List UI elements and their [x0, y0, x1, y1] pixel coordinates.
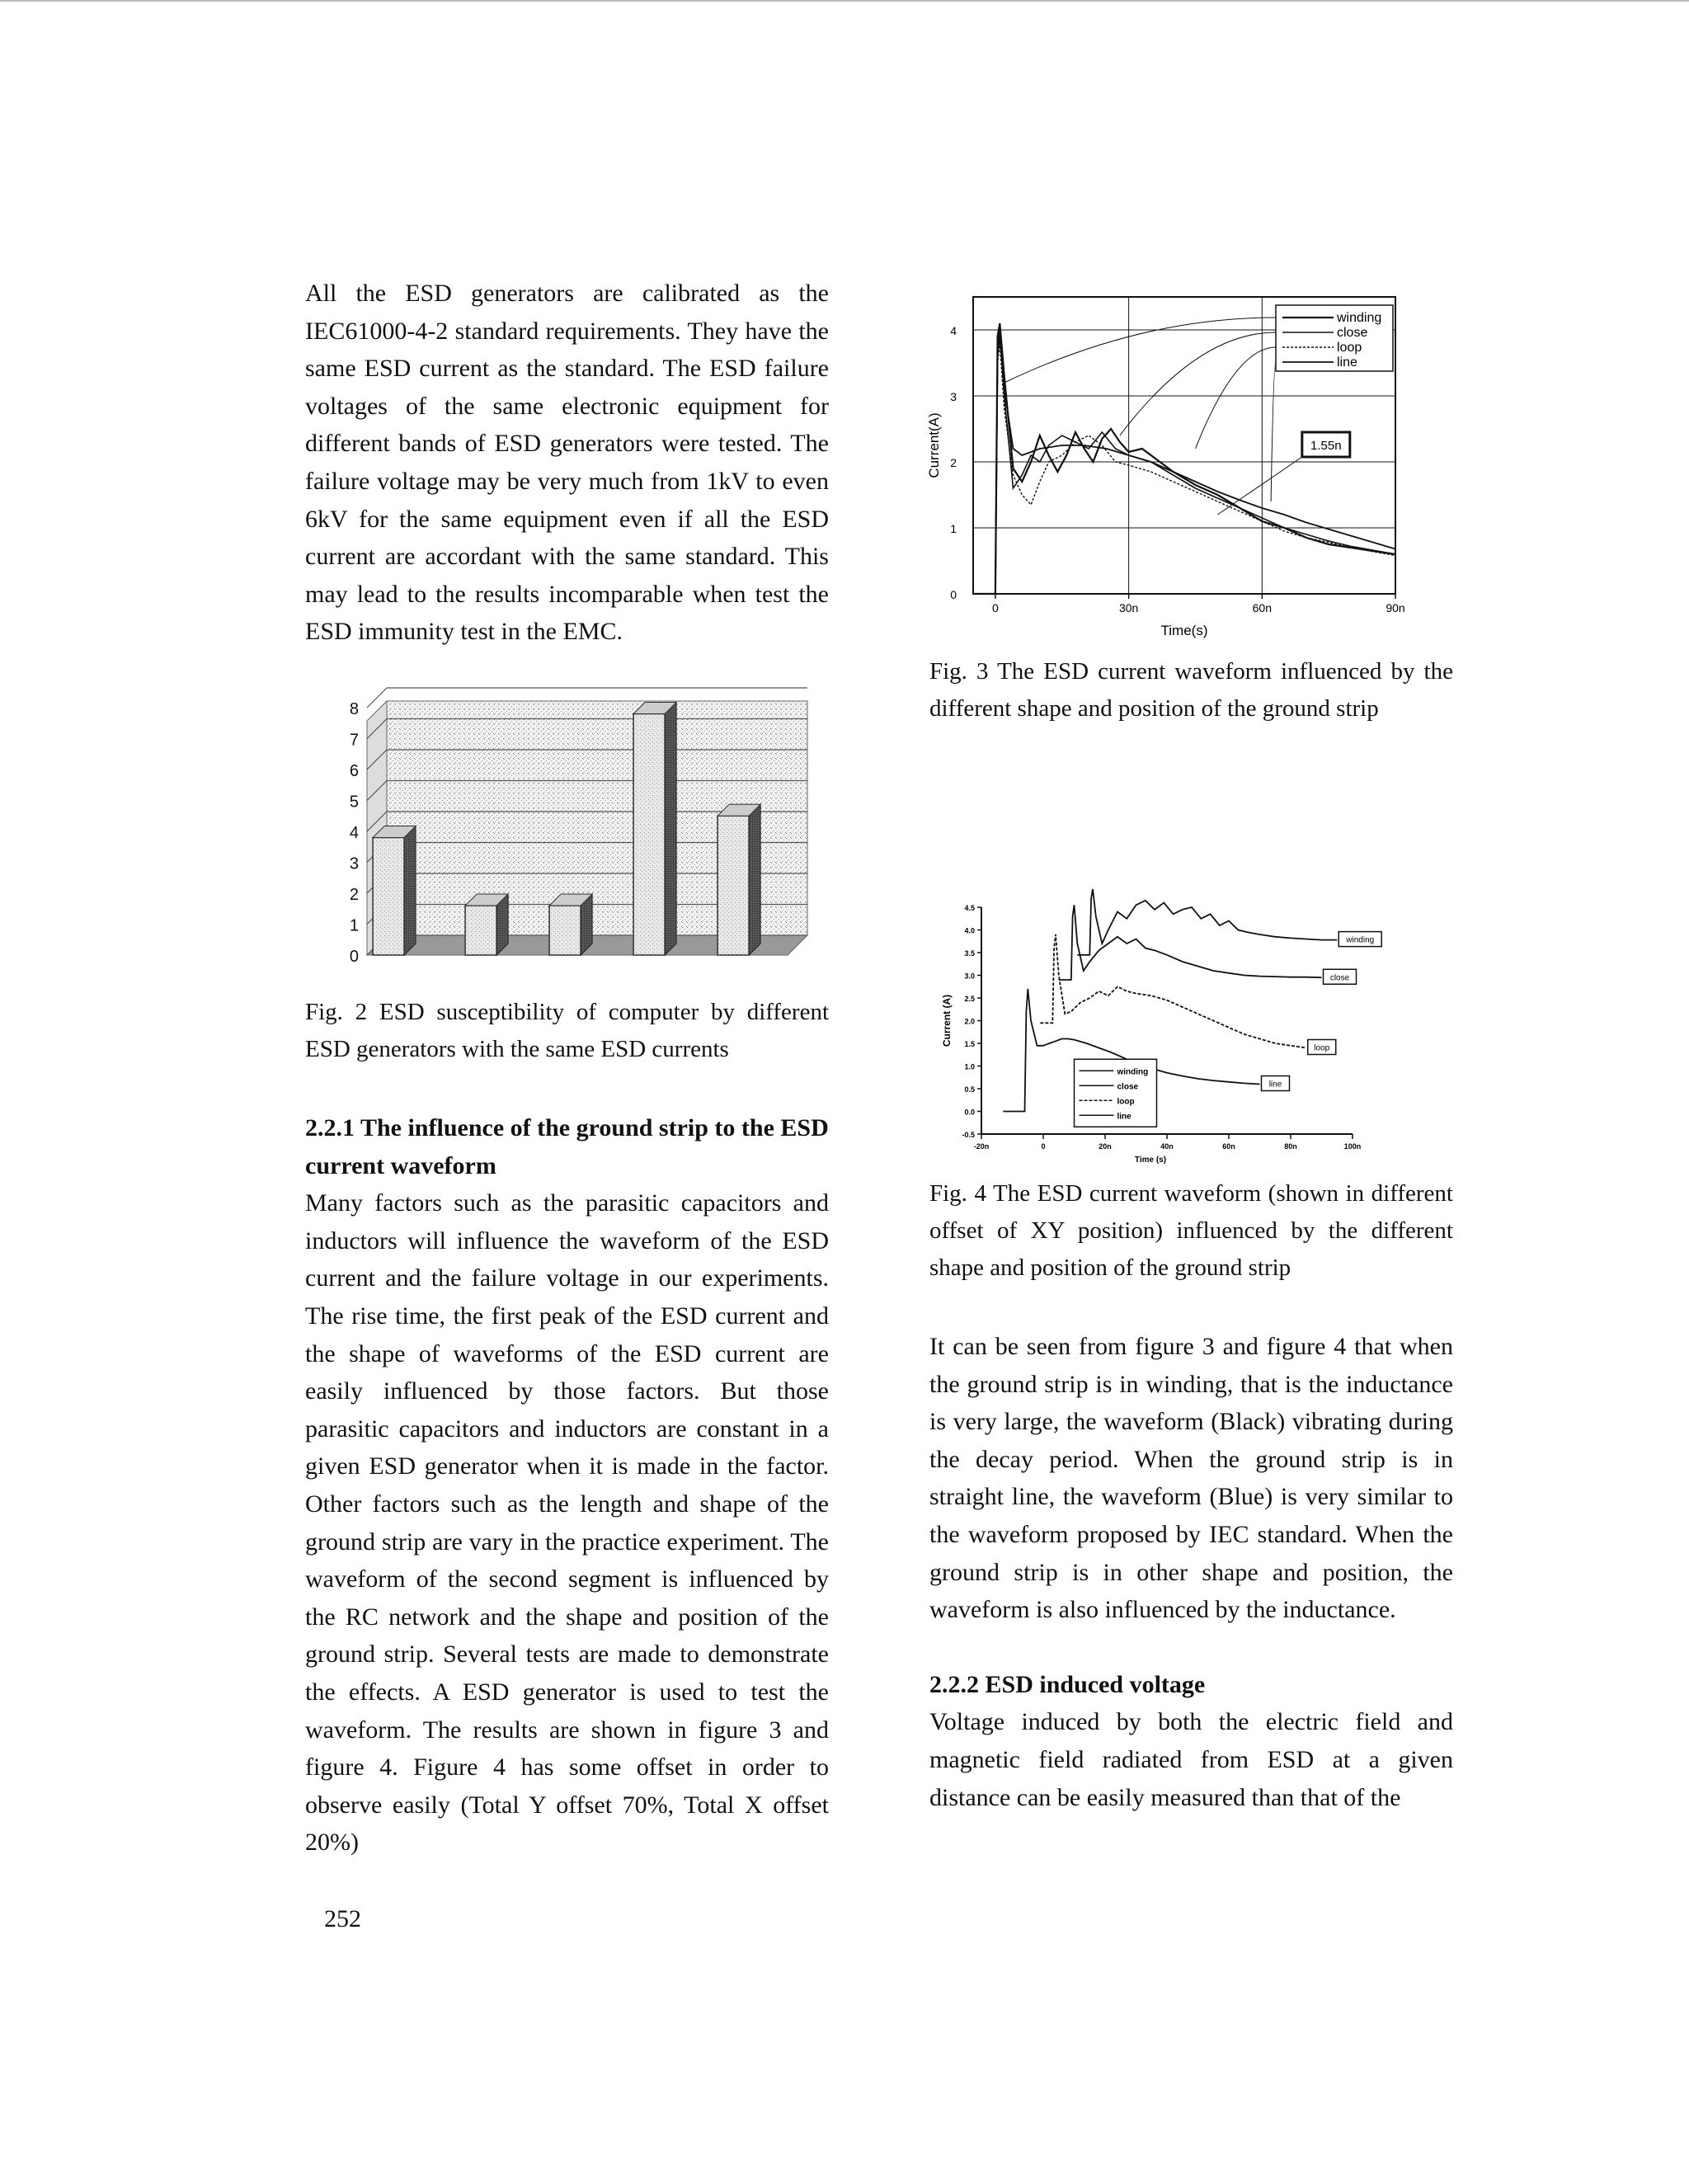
fig2-bar-side	[404, 826, 416, 956]
fig3-xtick-label: 60n	[1252, 601, 1272, 614]
fig4-xtick-label: 20n	[1099, 1142, 1112, 1151]
fig2-bar-side	[665, 703, 676, 956]
fig2-bar-side	[749, 804, 760, 955]
fig2-ytick-label: 0	[349, 948, 359, 966]
fig4-legend-label: winding	[1117, 1067, 1149, 1077]
fig2-bar	[373, 838, 404, 956]
fig4-legend	[1075, 932, 1382, 1127]
fig4-ylabel: Current (A)	[941, 994, 953, 1047]
fig4-ytick-label: 1.0	[964, 1062, 975, 1071]
fig4-ytick-label: 4.5	[964, 904, 975, 912]
fig2-ytick-label: 8	[349, 700, 359, 718]
fig2-bar	[549, 906, 581, 955]
fig4-end-label: line	[1268, 1080, 1282, 1090]
section-221-heading: 2.2.1 The influence of the ground strip to the ESD current waveform	[305, 1114, 829, 1179]
fig2-caption: Fig. 2 ESD susceptibility of computer by different ESD generators with the same ESD currents	[305, 999, 829, 1062]
fig2-bar	[633, 714, 665, 956]
fig3-ylabel: Current(A)	[926, 412, 942, 478]
fig4-xtick-label: 100n	[1343, 1142, 1362, 1151]
fig4-ytick-label: 2.5	[964, 995, 975, 1003]
fig4-ytick-label: 4.0	[964, 926, 975, 935]
fig4-series-winding	[1077, 889, 1337, 955]
fig3-ytick-label: 0	[950, 588, 957, 601]
fig3-xlabel: Time(s)	[1160, 623, 1208, 638]
fig2-ytick-label: 6	[349, 762, 359, 780]
fig4-xlabel: Time (s)	[1134, 1156, 1167, 1165]
discussion-block	[929, 1328, 1453, 1816]
fig4-ytick-label: 0.5	[964, 1085, 975, 1094]
section-221-body: Many factors such as the parasitic capacitors and inductors will influence the waveform of the ESD current and the failure voltage in our experiments. The rise time, the first peak of the ESD current and the shape of waveforms of the ESD current are easily influenced by those factors. But those parasitic capacitors and inductors are constant in a given ESD generator when it is made in the factor. Other factors such as the length and shape of the ground strip are vary in the practice experiment. The waveform of the second segment is influenced by the RC network and the shape and position of the ground strip. Several tests are made to demonstrate the effects. A ESD generator is used to test the waveform. The results are shown in figure 3 and figure 4. Figure 4 has some offset in order to observe easily (Total Y offset 70%, Total X offset 20%)	[305, 1189, 829, 1857]
fig3-ytick-label: 1	[950, 522, 957, 535]
fig3-legend-label: close	[1337, 326, 1368, 340]
fig4-xtick-label: 0	[1041, 1142, 1046, 1151]
fig4-line-chart	[940, 812, 1435, 1175]
fig3-legend-label: winding	[1337, 311, 1382, 325]
fig3-annotation-pointer	[1217, 457, 1301, 515]
fig4-ytick-label: -0.5	[962, 1131, 975, 1139]
fig3-xtick-label: 0	[992, 601, 999, 614]
fig2-ytick-label: 7	[349, 731, 359, 750]
fig4-ytick-label: 3.0	[964, 972, 975, 981]
fig2-ytick-label: 5	[349, 793, 359, 812]
page-number: 252	[324, 1905, 361, 1932]
fig4-xtick-label: 60n	[1222, 1142, 1235, 1151]
fig3-caption: Fig. 3 The ESD current waveform influenced by the different shape and position of the ground strip	[929, 658, 1453, 722]
fig2-ytick-label: 2	[349, 886, 359, 904]
fig4-end-label: close	[1329, 973, 1350, 983]
fig2-ytick-label: 4	[349, 824, 359, 842]
fig4-ytick-label: 3.5	[964, 949, 975, 958]
fig4-xtick-label: 80n	[1284, 1142, 1297, 1151]
fig4-series-close	[1059, 905, 1322, 980]
fig3-xtick-label: 90n	[1386, 601, 1405, 614]
fig4-end-label: loop	[1314, 1043, 1330, 1053]
fig4-xtick-label: -20n	[973, 1142, 990, 1151]
paragraph-spacer	[929, 1629, 1453, 1666]
fig4-ytick-label: 1.5	[964, 1040, 975, 1048]
fig3-ytick-label: 4	[950, 324, 957, 337]
fig3-callout	[1271, 362, 1276, 501]
fig2-bar	[465, 906, 496, 955]
fig3-xtick-label: 30n	[1118, 601, 1139, 614]
fig3-ytick-label: 3	[950, 390, 957, 403]
fig4-caption: Fig. 4 The ESD current waveform (shown in different offset of XY position) influenced by the different shape and position of the ground strip	[929, 1180, 1453, 1281]
fig4-ytick-label: 0.0	[964, 1108, 975, 1117]
fig3-series-line	[973, 337, 1395, 594]
fig3-callout	[1195, 347, 1276, 449]
fig2-bar-chart	[326, 675, 821, 980]
fig-discussion-paragraph: It can be seen from figure 3 and figure 4 that when the ground strip is in winding, that is the inductance is very large, the waveform (Black) vibrating during the decay period. When the ground strip is in straight line, the waveform (Blue) is very similar to the waveform proposed by IEC standard. When the ground strip is in other shape and position, the waveform is also influenced by the inductance.	[929, 1333, 1453, 1624]
fig4-legend-label: loop	[1117, 1097, 1135, 1107]
fig2-ytick-label: 3	[349, 854, 359, 873]
section-221-block	[305, 1109, 829, 1862]
fig3-line-chart	[924, 285, 1451, 639]
fig3-ytick-label: 2	[950, 456, 957, 469]
fig2-bar	[717, 816, 749, 955]
fig4-ytick-label: 2.0	[964, 1017, 975, 1026]
fig3-series-loop	[973, 343, 1395, 594]
fig4-series-loop	[1040, 934, 1306, 1048]
intro-paragraph-block	[305, 275, 829, 651]
fig3-callout	[1120, 332, 1276, 435]
fig4-legend-label: line	[1117, 1112, 1131, 1122]
fig3-legend-label: loop	[1337, 341, 1362, 355]
section-222-body: Voltage induced by both the electric field and magnetic field radiated from ESD at a given distance can be easily measured than that of the	[929, 1708, 1453, 1811]
fig3-annotation-label: 1.55n	[1310, 439, 1342, 453]
fig3-legend-label: line	[1337, 355, 1357, 369]
section-222-heading: 2.2.2 ESD induced voltage	[929, 1670, 1206, 1698]
fig4-xtick-label: 40n	[1160, 1142, 1174, 1151]
fig4-legend-label: close	[1117, 1082, 1139, 1092]
fig4-end-label: winding	[1346, 935, 1375, 945]
intro-paragraph: All the ESD generators are calibrated as the IEC61000-4-2 standard requirements. They have the same ESD current as the standard. The ESD failure voltages of the same electronic equipment for different bands of ESD generators were tested. The failure voltage may be very much from 1kV to even 6kV for the same equipment even if all the ESD current are accordant with the same standard. This may lead to the results incomparable when test the ESD immunity test in the EMC.	[305, 280, 829, 646]
fig2-ytick-label: 1	[349, 916, 359, 935]
page-top-rule	[0, 0, 1689, 2]
